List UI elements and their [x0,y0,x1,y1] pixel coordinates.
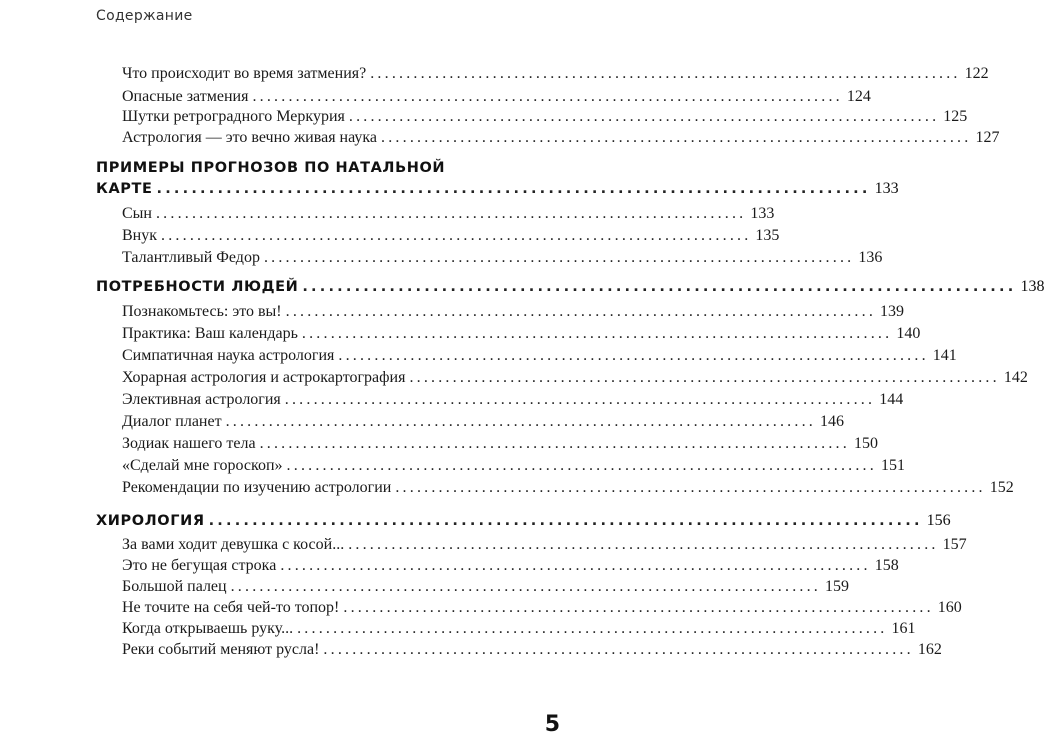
running-header: Содержание [96,8,193,24]
toc-entry-page: 141 [932,347,957,364]
toc-entry-page: 125 [943,108,968,125]
toc-leader-dots: .................................................................................. [252,88,843,105]
toc-leader-dots: .................................................................................. [155,205,747,222]
toc-entry-title: Рекомендации по изучению астрологии [122,479,392,496]
toc-leader-dots: .................................................................................. [348,108,940,125]
toc-section-title: ХИРОЛОГИЯ [96,513,205,529]
toc-leader-dots: .................................................................................. [263,249,855,266]
toc-entry-page: 146 [819,413,844,430]
toc-entry[interactable] [122,303,905,327]
toc-entry-page: 124 [846,88,871,105]
toc-leader-dots: .................................................................................. [395,479,986,496]
toc-entry-page: 150 [853,435,878,452]
toc-entry-title: Хорарная астрология и астрокартография [122,369,406,386]
toc-leader-dots: .................................................................................. [230,578,821,595]
toc-leader-dots: .................................................................................. [161,227,752,244]
toc-entry[interactable] [122,479,1014,503]
toc-entry-title: Когда открываешь руку... [122,620,294,637]
toc-entry-title: Познакомьтесь: это вы! [122,303,282,320]
toc-entry[interactable] [122,205,775,229]
toc-entry-title: «Сделай мне гороскоп» [122,457,283,474]
toc-section-page: 156 [926,512,951,529]
toc-entry[interactable] [122,369,1028,393]
toc-entry-title: Симпатичная наука астрология [122,347,335,364]
toc-leader-dots: .................................................................................. [301,325,893,342]
toc-entry-page: 127 [975,129,1000,146]
toc-entry-page: 152 [989,479,1014,496]
toc-entry-page: 159 [825,578,849,595]
toc-section-title: ПОТРЕБНОСТИ ЛЮДЕЙ [96,279,299,295]
toc-leader-dots: .................................................................................. [286,457,877,474]
toc-entry[interactable] [122,65,989,89]
toc-leader-dots: .................................................................................. [280,557,871,574]
page-number: 5 [544,712,560,737]
toc-section-heading[interactable] [96,278,1044,302]
toc-section-title: ПРИМЕРЫ ПРОГНОЗОВ ПО НАТАЛЬНОЙ [96,160,446,176]
toc-entry-title: Это не бегущая строка [122,557,277,574]
toc-entry[interactable] [122,227,780,251]
toc-entry-page: 157 [942,536,967,553]
toc-leader-dots: .................................................................................. [370,65,961,82]
toc-section-heading[interactable] [96,512,951,536]
toc-leader-dots: .................................................................................. [259,435,850,452]
toc-entry-title: Диалог планет [122,413,222,430]
toc-leader-dots: .................................................................................. [297,620,888,637]
toc-section-heading[interactable] [96,180,899,204]
toc-leader-dots: .................................................................................. [348,536,939,553]
toc-leader-dots: .................................................................................. [225,413,816,430]
toc-entry-title: Зодиак нашего тела [122,435,256,452]
toc-leader-dots: .................................................................................. [381,129,972,146]
toc-leader-dots: .................................................................................. [208,513,923,529]
toc-entry[interactable] [122,413,844,437]
toc-entry-title: Элективная астрология [122,391,281,408]
toc-section-page: 133 [874,180,899,197]
toc-leader-dots: .................................................................................. [323,641,914,658]
toc-entry-title: Опасные затмения [122,88,249,105]
toc-entry-title: Большой палец [122,578,227,595]
toc-entry-page: 140 [896,325,921,342]
toc-entry-page: 158 [874,557,899,574]
toc-entry-title: За вами ходит девушка с косой... [122,536,345,553]
toc-entry[interactable] [122,391,904,415]
toc-entry-title: Талантливый Федор [122,249,260,266]
toc-entry-page: 122 [964,65,989,82]
toc-entry-page: 160 [937,599,962,616]
toc-entry[interactable] [122,249,883,273]
toc-leader-dots: .................................................................................. [338,347,929,364]
toc-entry[interactable] [122,129,1000,153]
toc-section-page: 138 [1020,278,1044,295]
toc-leader-dots: .................................................................................. [156,181,871,197]
toc-entry-page: 135 [755,227,780,244]
toc-leader-dots: .................................................................................. [302,279,1017,295]
toc-entry-title: Сын [122,205,152,222]
toc-entry-page: 136 [858,249,883,266]
toc-entry-title: Не точите на себя чей-то топор! [122,599,340,616]
toc-leader-dots: .................................................................................. [285,303,877,320]
toc-entry-page: 144 [879,391,904,408]
toc-entry-page: 162 [917,641,942,658]
toc-entry-title: Внук [122,227,158,244]
toc-entry-title: Астрология — это вечно живая наука [122,129,378,146]
toc-entry-title: Что происходит во время затмения? [122,65,367,82]
toc-leader-dots: .................................................................................. [409,369,1000,386]
toc-entry-title: Реки событий меняют русла! [122,641,320,658]
toc-section-title: КАРТЕ [96,181,153,197]
toc-entry-page: 142 [1003,369,1028,386]
toc-entry[interactable] [122,435,878,459]
toc-entry[interactable] [122,641,942,665]
toc-entry-page: 139 [880,303,905,320]
toc-entry-page: 151 [880,457,905,474]
toc-entry-page: 133 [750,205,775,222]
toc-entry-title: Практика: Ваш календарь [122,325,298,342]
toc-entry-page: 161 [891,620,916,637]
toc-entry[interactable] [122,347,957,371]
toc-leader-dots: .................................................................................. [343,599,934,616]
toc-entry-title: Шутки ретроградного Меркурия [122,108,345,125]
toc-leader-dots: .................................................................................. [284,391,876,408]
toc-entry[interactable] [122,457,905,481]
toc-entry[interactable] [122,325,921,349]
